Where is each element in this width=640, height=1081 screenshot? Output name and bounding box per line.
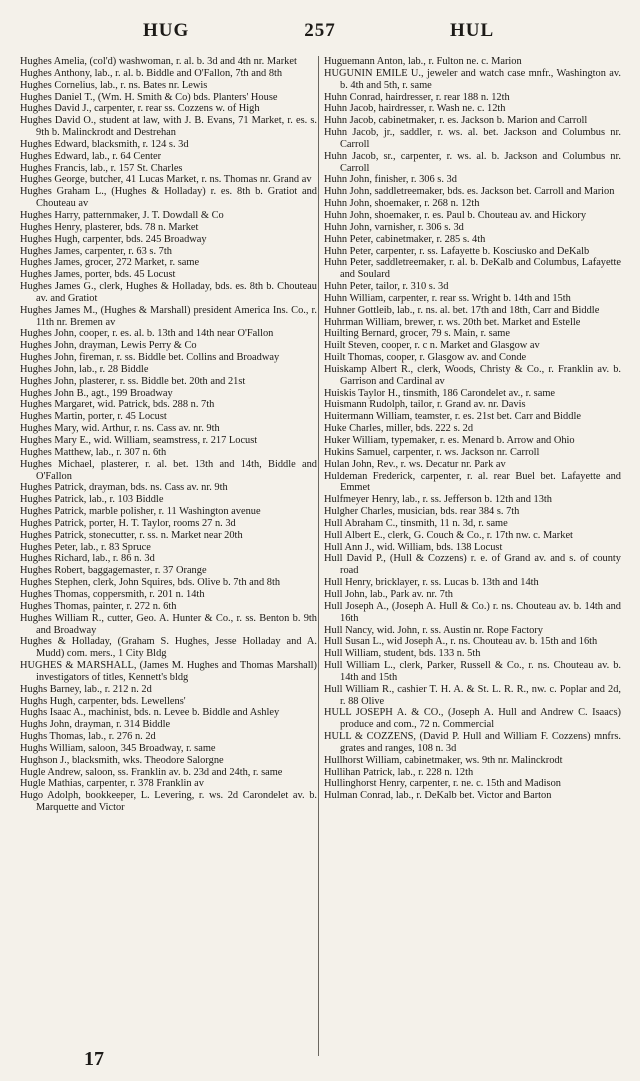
directory-entry: Hughes Francis, lab., r. 157 St. Charles	[20, 162, 183, 174]
directory-entry: Hughes Peter, lab., r. 83 Spruce	[20, 541, 151, 553]
directory-entry: Hulman Conrad, lab., r. DeKalb bet. Victor and Barton	[324, 790, 552, 802]
directory-entry: Huker William, typemaker, r. es. Menard b. Arrow and Ohio	[324, 435, 575, 446]
directory-entry: Hughes Daniel T., (Wm. H. Smith & Co) bds. Planters' House	[20, 91, 278, 103]
directory-entry: HUGHES & MARSHALL, (James M. Hughes and Thomas Marshall) investigators of titles, Kennett's bldg	[20, 660, 317, 683]
directory-entry: Hughes Graham L., (Hughes & Holladay) r. es. 8th b. Gratiot and Chouteau av	[20, 186, 317, 210]
left-column	[20, 56, 317, 814]
directory-entry: Hughes William R., cutter, Geo. A. Hunter & Co., r. ss. Benton b. 9th and Broadway	[20, 612, 317, 636]
directory-entry: Hughes Henry, plasterer, bds. 78 n. Market	[20, 221, 199, 233]
directory-entry: Huhn Jacob, cabinetmaker, r. es. Jackson b. Marion and Carroll	[324, 115, 588, 127]
directory-entry: Hughes Mary, wid. Arthur, r. ns. Cass av. nr. 9th	[20, 423, 220, 435]
directory-entry: Huhn John, finisher, r. 306 s. 3d	[324, 174, 457, 186]
directory-entry: Huiskamp Albert R., clerk, Woods, Christy & Co., r. Franklin av. b. Garrison and Cardinal av	[324, 363, 621, 387]
directory-entry: Huilting Bernard, grocer, 79 s. Main, r. same	[324, 328, 510, 340]
directory-entry: Hughes Patrick, drayman, bds. ns. Cass av. nr. 9th	[20, 482, 228, 494]
directory-entry: Hughes John, lab., r. 28 Biddle	[20, 363, 149, 375]
directory-entry: Hughes Patrick, marble polisher, r. 11 Washington avenue	[20, 506, 261, 518]
directory-entry: Hughs Hugh, carpenter, bds. Lewellens'	[20, 695, 186, 707]
directory-entry: Hull Ann J., wid. William, bds. 138 Locust	[324, 541, 503, 553]
directory-entry: Hulgher Charles, musician, bds. rear 384 s. 7th	[324, 506, 520, 518]
directory-entry: Hull John, lab., Park av. nr. 7th	[324, 588, 453, 600]
directory-entry: Hughes Anthony, lab., r. al. b. Biddle and O'Fallon, 7th and 8th	[20, 67, 283, 79]
directory-entry: Huhn John, shoemaker, r. es. Paul b. Chouteau av. and Hickory	[324, 209, 587, 221]
directory-entry: HUGUNIN EMILE U., jeweler and watch case mnfr., Washington av. b. 4th and 5th, r. same	[324, 67, 621, 91]
directory-entry: Hughes Edward, lab., r. 64 Center	[20, 150, 162, 162]
directory-entry: Hughes Hugh, carpenter, bds. 245 Broadway	[20, 233, 207, 245]
directory-entry: Hughes Stephen, clerk, John Squires, bds. Olive b. 7th and 8th	[20, 577, 281, 589]
directory-entry: Hullihan Patrick, lab., r. 228 n. 12th	[324, 766, 474, 778]
directory-entry: Hughes Mary E., wid. William, seamstress, r. 217 Locust	[20, 435, 258, 446]
directory-entry: Hughes Harry, patternmaker, J. T. Dowdall & Co	[20, 209, 224, 221]
directory-entry: Huhn John, shoemaker, r. 268 n. 12th	[324, 198, 480, 210]
directory-entry: HULL & COZZENS, (David P. Hull and William F. Cozzens) mnfrs. grates and ranges, 108 n. 3d	[324, 731, 621, 754]
directory-entry: Huhn William, carpenter, r. rear ss. Wright b. 14th and 15th	[324, 292, 571, 304]
directory-entry: Huilt Thomas, cooper, r. Glasgow av. and Conde	[324, 352, 527, 364]
directory-entry: Huldeman Frederick, carpenter, r. al. rear Buel bet. Lafayette and Emmet	[324, 470, 621, 494]
directory-entry: Huhn Peter, cabinetmaker, r. 285 s. 4th	[324, 233, 486, 245]
directory-entry: Hugle Mathias, carpenter, r. 378 Franklin av	[20, 778, 204, 790]
directory-entry: Hughson J., blacksmith, wks. Theodore Salorgne	[20, 754, 224, 766]
directory-entry: Hull Abraham C., tinsmith, 11 n. 3d, r. same	[324, 517, 508, 529]
directory-entry: Huiskis Taylor H., tinsmith, 186 Carondelet av., r. same	[324, 387, 556, 399]
directory-entry: Hull Albert E., clerk, G. Couch & Co., r. 17th nw. c. Market	[324, 529, 573, 541]
directory-entry: Hughes Thomas, painter, r. 272 n. 6th	[20, 600, 177, 612]
directory-entry: Hughes James G., clerk, Hughes & Holladay, bds. es. 8th b. Chouteau av. and Gratiot	[20, 281, 317, 304]
directory-entry: Hughes Margaret, wid. Patrick, bds. 288 n. 7th	[20, 399, 215, 411]
directory-entry: Huhn Conrad, hairdresser, r. rear 188 n. 12th	[324, 91, 510, 103]
directory-entry: Huhn Jacob, sr., carpenter, r. ws. al. b. Jackson and Columbus nr. Carroll	[324, 150, 621, 174]
directory-entry: Hughes Martin, porter, r. 45 Locust	[20, 411, 167, 423]
directory-entry: Hughes James, grocer, 272 Market, r. same	[20, 257, 200, 269]
directory-entry: Hughes James, carpenter, r. 63 s. 7th	[20, 245, 172, 257]
directory-entry: Hullhorst William, cabinetmaker, ws. 9th nr. Malinckrodt	[324, 754, 563, 766]
directory-entry: Hughes Cornelius, lab., r. ns. Bates nr. Lewis	[20, 79, 208, 91]
page-number: 257	[304, 20, 336, 41]
directory-entry: Hull Susan L., wid Joseph A., r. ns. Chouteau av. b. 15th and 16th	[324, 636, 598, 648]
running-head-right: HUL	[450, 20, 495, 41]
directory-entry: Hughes John, cooper, r. es. al. b. 13th and 14th near O'Fallon	[20, 328, 274, 340]
directory-entry: Huhn Peter, carpenter, r. ss. Lafayette b. Kosciusko and DeKalb	[324, 245, 590, 257]
directory-entry: Hughes Edward, blacksmith, r. 124 s. 3d	[20, 138, 189, 150]
directory-entry: Hugo Adolph, bookkeeper, L. Levering, r. ws. 2d Carondelet av. b. Marquette and Victor	[20, 790, 317, 814]
directory-entry: Hulan John, Rev., r. ws. Decatur nr. Park av	[324, 458, 506, 470]
directory-entry: Hugle Andrew, saloon, ss. Franklin av. b. 23d and 24th, r. same	[20, 766, 283, 778]
directory-entry: Huhner Gottleib, lab., r. ns. al. bet. 17th and 18th, Carr and Biddle	[324, 304, 600, 316]
directory-entry: Hullinghorst Henry, carpenter, r. ne. c. 15th and Madison	[324, 778, 561, 790]
directory-entry: Hull William R., cashier T. H. A. & St. L. R. R., nw. c. Poplar and 2d, r. 88 Olive	[324, 683, 621, 707]
directory-entry: Huhrman William, brewer, r. ws. 20th bet. Market and Estelle	[324, 316, 581, 328]
directory-entry: Hulfmeyer Henry, lab., r. ss. Jefferson b. 12th and 13th	[324, 494, 552, 506]
directory-entry: Huitermann William, teamster, r. es. 21st bet. Carr and Biddle	[324, 411, 581, 423]
directory-entry: Hull Nancy, wid. John, r. ss. Austin nr. Rope Factory	[324, 624, 543, 636]
directory-entry: Huke Charles, miller, bds. 222 s. 2d	[324, 423, 474, 435]
directory-entry: Huhn Peter, tailor, r. 310 s. 3d	[324, 281, 449, 293]
directory-entry: Hughes Patrick, stonecutter, r. ss. n. Market near 20th	[20, 529, 243, 541]
directory-entry: Hughes James M., (Hughes & Marshall) president America Ins. Co., r. 11th nr. Bremen av	[20, 304, 317, 328]
directory-entry: Huhn Jacob, hairdresser, r. Wash ne. c. 12th	[324, 103, 506, 115]
signature-mark: 17	[84, 1048, 104, 1070]
directory-entry: Hukins Samuel, carpenter, r. ws. Jackson nr. Carroll	[324, 446, 540, 458]
directory-entry: Hughes Richard, lab., r. 86 n. 3d	[20, 553, 155, 565]
directory-entry: Hughs William, saloon, 345 Broadway, r. same	[20, 742, 216, 754]
directory-entry: Huguemann Anton, lab., r. Fulton ne. c. Marion	[324, 56, 522, 67]
directory-entry: Hughes Robert, baggagemaster, r. 37 Orange	[20, 565, 207, 577]
directory-entry: Hughes Amelia, (col'd) washwoman, r. al. b. 3d and 4th nr. Market	[20, 56, 297, 67]
directory-entry: Hughes David O., student at law, with J. B. Evans, 71 Market, r. es. s. 9th b. Malinckrodt and Destrehan	[20, 115, 317, 139]
directory-entry: Hughes George, butcher, 41 Lucas Market, r. ns. Thomas nr. Grand av	[20, 174, 312, 186]
directory-entry: Huhn John, saddletreemaker, bds. es. Jackson bet. Carroll and Marion	[324, 186, 615, 198]
column-divider	[318, 56, 319, 1056]
directory-entry: Hughes & Holladay, (Graham S. Hughes, Jesse Holladay and A. Mudd) com. mers., 1 City Bldg	[20, 636, 317, 660]
directory-entry: Huismann Rudolph, tailor, r. Grand av. nr. Davis	[324, 399, 526, 411]
directory-entry: Huhn Peter, saddletreemaker, r. al. b. DeKalb and Columbus, Lafayette and Soulard	[324, 257, 621, 281]
directory-entry: Hughes Matthew, lab., r. 307 n. 6th	[20, 446, 167, 458]
directory-entry: Hughes Patrick, lab., r. 103 Biddle	[20, 494, 164, 506]
directory-entry: Hughs Thomas, lab., r. 276 n. 2d	[20, 731, 156, 743]
directory-entry: Hull William L., clerk, Parker, Russell & Co., r. ns. Chouteau av. b. 14th and 15th	[324, 660, 621, 683]
directory-entry: Hughes John B., agt., 199 Broadway	[20, 387, 173, 399]
directory-entry: Hughs John, drayman, r. 314 Biddle	[20, 719, 171, 731]
directory-entry: HULL JOSEPH A. & CO., (Joseph A. Hull and Andrew C. Isaacs) produce and com., 72 n. Commercial	[324, 707, 621, 731]
directory-entry: Hughes David J., carpenter, r. rear ss. Cozzens w. of High	[20, 103, 260, 115]
directory-entry: Huhn Jacob, jr., saddler, r. ws. al. bet. Jackson and Columbus nr. Carroll	[324, 127, 621, 150]
directory-entry: Hull David P., (Hull & Cozzens) r. e. of Grand av. and s. of county road	[324, 553, 621, 577]
directory-entry: Huhn John, varnisher, r. 306 s. 3d	[324, 221, 464, 233]
directory-entry: Hughes Michael, plasterer, r. al. bet. 13th and 14th, Biddle and O'Fallon	[20, 458, 317, 482]
directory-entry: Hull William, student, bds. 133 n. 5th	[324, 648, 481, 660]
directory-entry: Hughes Patrick, porter, H. T. Taylor, rooms 27 n. 3d	[20, 517, 236, 529]
right-column	[324, 56, 621, 802]
directory-entry: Hughes James, porter, bds. 45 Locust	[20, 269, 176, 281]
directory-entry: Huilt Steven, cooper, r. c n. Market and Glasgow av	[324, 340, 540, 352]
directory-entry: Hull Joseph A., (Joseph A. Hull & Co.) r. ns. Chouteau av. b. 14th and 16th	[324, 600, 621, 624]
directory-entry: Hull Henry, bricklayer, r. ss. Lucas b. 13th and 14th	[324, 577, 539, 589]
running-head-left: HUG	[143, 20, 190, 41]
directory-entry: Hughs Isaac A., machinist, bds. n. Levee b. Biddle and Ashley	[20, 707, 280, 719]
directory-entry: Hughes John, drayman, Lewis Perry & Co	[20, 340, 197, 352]
directory-entry: Hughes John, plasterer, r. ss. Biddle bet. 20th and 21st	[20, 375, 246, 387]
directory-entry: Hughes Thomas, coppersmith, r. 201 n. 14th	[20, 588, 205, 600]
directory-entry: Hughs Barney, lab., r. 212 n. 2d	[20, 683, 152, 695]
directory-entry: Hughes John, fireman, r. ss. Biddle bet. Collins and Broadway	[20, 352, 280, 364]
